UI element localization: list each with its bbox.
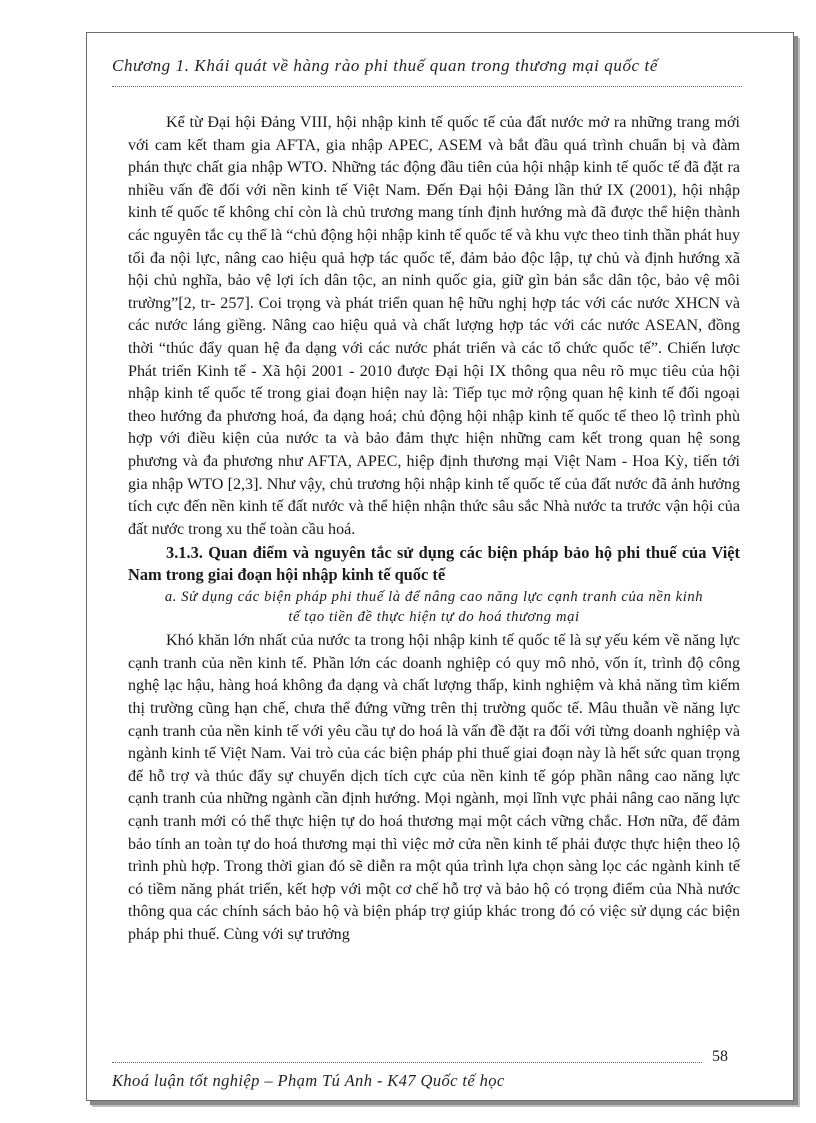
- subsection-heading-line-1: a. Sử dụng các biện pháp phi thuế là để nâng cao năng lực cạnh tranh của nền kinh: [164, 589, 704, 606]
- header-divider: [112, 86, 742, 87]
- body-paragraph-2: Khó khăn lớn nhất của nước ta trong hội nhập kinh tế quốc tế là sự yếu kém về năng lực cạnh tranh của nền kinh tế. Phần lớn các doanh nghiệp có quy mô nhỏ, vốn ít, trình độ công nghệ lạc hậu, hàng hoá không đa dạng và chất lượng thấp, kinh nghiệm và khả năng tìm kiếm thị trường cũng hạn chế, chưa thể đứng vững trên thị trường quốc tế. Mâu thuẫn về năng lực cạnh tranh của nền kinh tế với yêu cầu tự do hoá là vấn đề đặt ra đối với từng doanh nghiệp và ngành kinh tế Việt Nam. Vai trò của các biện pháp phi thuế giai đoạn này là hết sức quan trọng để hỗ trợ và thúc đẩy sự chuyển dịch tích cực của nền kinh tế góp phần nâng cao năng lực cạnh tranh của những ngành cần định hướng. Mọi ngành, mọi lĩnh vực phải nâng cao năng lực cạnh tranh mới có thể thực hiện tự do hoá thương mại một cách vững chắc. Hơn nữa, để đảm bảo tính an toàn tự do hoá thương mại thì việc mở cửa nền kinh tế phải được thực hiện theo lộ trình phù hợp. Trong thời gian đó sẽ diễn ra một qúa trình lựa chọn sàng lọc các ngành kinh tế có tiềm năng phát triển, kết hợp với một cơ chế hỗ trợ và bảo hộ có trọng điểm của Nhà nước thông qua các chính sách bảo hộ và biện pháp trợ giúp khác trong đó có việc sử dụng các biện pháp phi thuế. Cùng với sự trưởng: [128, 632, 740, 943]
- page-number: 58: [712, 1048, 728, 1065]
- subsection-heading-line-2: tế tạo tiền đề thực hiện tự do hoá thương mại: [288, 609, 580, 626]
- subsection-heading: [128, 587, 740, 627]
- running-footer: Khoá luận tốt nghiệp – Phạm Tú Anh - K47 Quốc tế học: [112, 1071, 505, 1090]
- running-header: Chương 1. Khái quát về hàng rào phi thuế quan trong thương mại quốc tế: [112, 56, 659, 75]
- footer-divider: [112, 1062, 702, 1063]
- body-paragraph-1: Kể từ Đại hội Đảng VIII, hội nhập kinh tế quốc tế của đất nước mở ra những trang mới với cam kết tham gia AFTA, gia nhập APEC, ASEM và bắt đầu quá trình chuẩn bị và đàm phán thực chất gia nhập WTO. Những tác động đầu tiên của hội nhập kinh tế quốc tế đã đặt ra nhiều vấn đề đối với nền kinh tế Việt Nam. Đến Đại hội Đảng lần thứ IX (2001), hội nhập kinh tế quốc tế không chỉ còn là chủ trương mang tính định hướng mà đã được thể hiện thành các nguyên tắc cụ thể là “chủ động hội nhập kinh tế quốc tế và khu vực theo tinh thần phát huy tối đa nội lực, nâng cao hiệu quả hợp tác quốc tế, đảm bảo độc lập, tự chủ và định hướng xã hội chủ nghĩa, bảo vệ lợi ích dân tộc, an ninh quốc gia, giữ gìn bản sắc dân tộc, bảo vệ môi trường”[2, tr- 257]. Coi trọng và phát triển quan hệ hữu nghị hợp tác với các nước XHCN và các nước láng giềng. Nâng cao hiệu quả và chất lượng hợp tác với các nước ASEAN, đồng thời “thúc đẩy quan hệ đa dạng với các nước phát triển và các tổ chức quốc tế”. Chiến lược Phát triển Kinh tế - Xã hội 2001 - 2010 được Đại hội IX thông qua nêu rõ mục tiêu của hội nhập kinh tế quốc tế trong giai đoạn hiện nay là: Tiếp tục mở rộng quan hệ kinh tế đối ngoại theo hướng đa phương hoá, đa dạng hoá; chủ động hội nhập kinh tế quốc tế theo lộ trình phù hợp với điều kiện của nước ta và bảo đảm thực hiện những cam kết trong quan hệ song phương và đa phương như AFTA, APEC, hiệp định thương mại Việt Nam - Hoa Kỳ, tiến tới gia nhập WTO [2,3]. Như vậy, chủ trương hội nhập kinh tế quốc tế của đất nước đã ảnh hưởng tích cực đến nền kinh tế đất nước và thể hiện nhận thức sâu sắc Nhà nước ta trước vận hội của đất nước trong xu thế toàn cầu hoá.: [128, 114, 740, 538]
- section-heading: 3.1.3. Quan điểm và nguyên tắc sử dụng các biện pháp bảo hộ phi thuế của Việt Nam trong giai đoạn hội nhập kinh tế quốc tế: [128, 543, 740, 585]
- document-body: [128, 112, 740, 947]
